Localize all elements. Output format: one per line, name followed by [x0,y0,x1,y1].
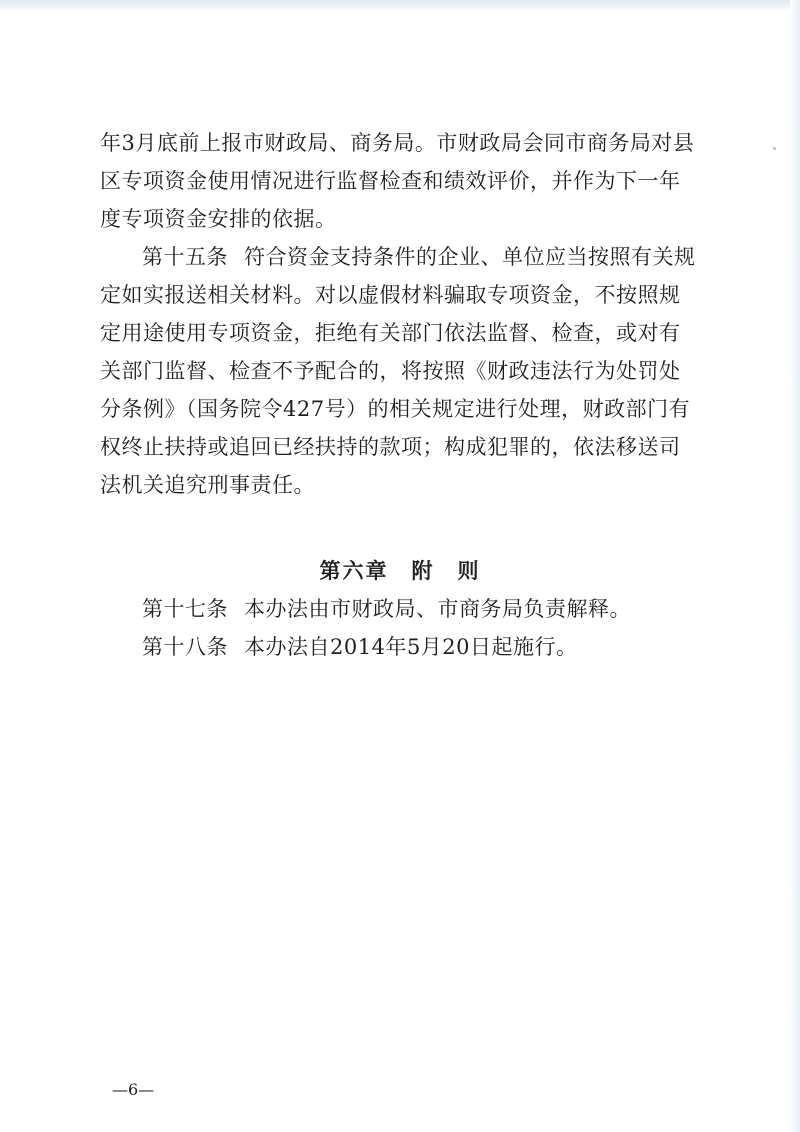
article-15-paragraph [100,238,700,504]
scan-artifact-dot [773,147,776,150]
chapter-heading: 第六章 附 则 [319,558,481,583]
article-18-paragraph [100,628,700,666]
article-17-paragraph [100,590,700,628]
article-15-label: 第十五条 [142,245,228,269]
article-18-label: 第十八条 [142,635,228,659]
document-body-bottom [100,590,700,666]
document-body-top [100,124,700,504]
continuation-paragraph: 年3月底前上报市财政局、商务局。市财政局会同市商务局对县区专项资金使用情况进行监督检查和绩效评价，并作为下一年度专项资金安排的依据。 [100,131,695,231]
article-18-text: 本办法自2014年5月20日起施行。 [244,635,578,659]
article-17-text: 本办法由市财政局、市商务局负责解释。 [244,597,631,621]
page-number: —6— [112,1080,155,1099]
scan-edge-top [0,0,800,12]
article-17-label: 第十七条 [142,597,228,621]
article-15-text: 符合资金支持条件的企业、单位应当按照有关规定如实报送相关材料。对以虚假材料骗取专项资金，不按照规定用途使用专项资金，拒绝有关部门依法监督、检查，或对有关部门监督、检查不予配合的，将按照《财政违法行为处罚处分条例》（国务院令427号）的相关规定进行处理，财政部门有权终止扶持或追回已经扶持的款项；构成犯罪的，依法移送司法机关追究刑事责任。 [100,245,696,497]
